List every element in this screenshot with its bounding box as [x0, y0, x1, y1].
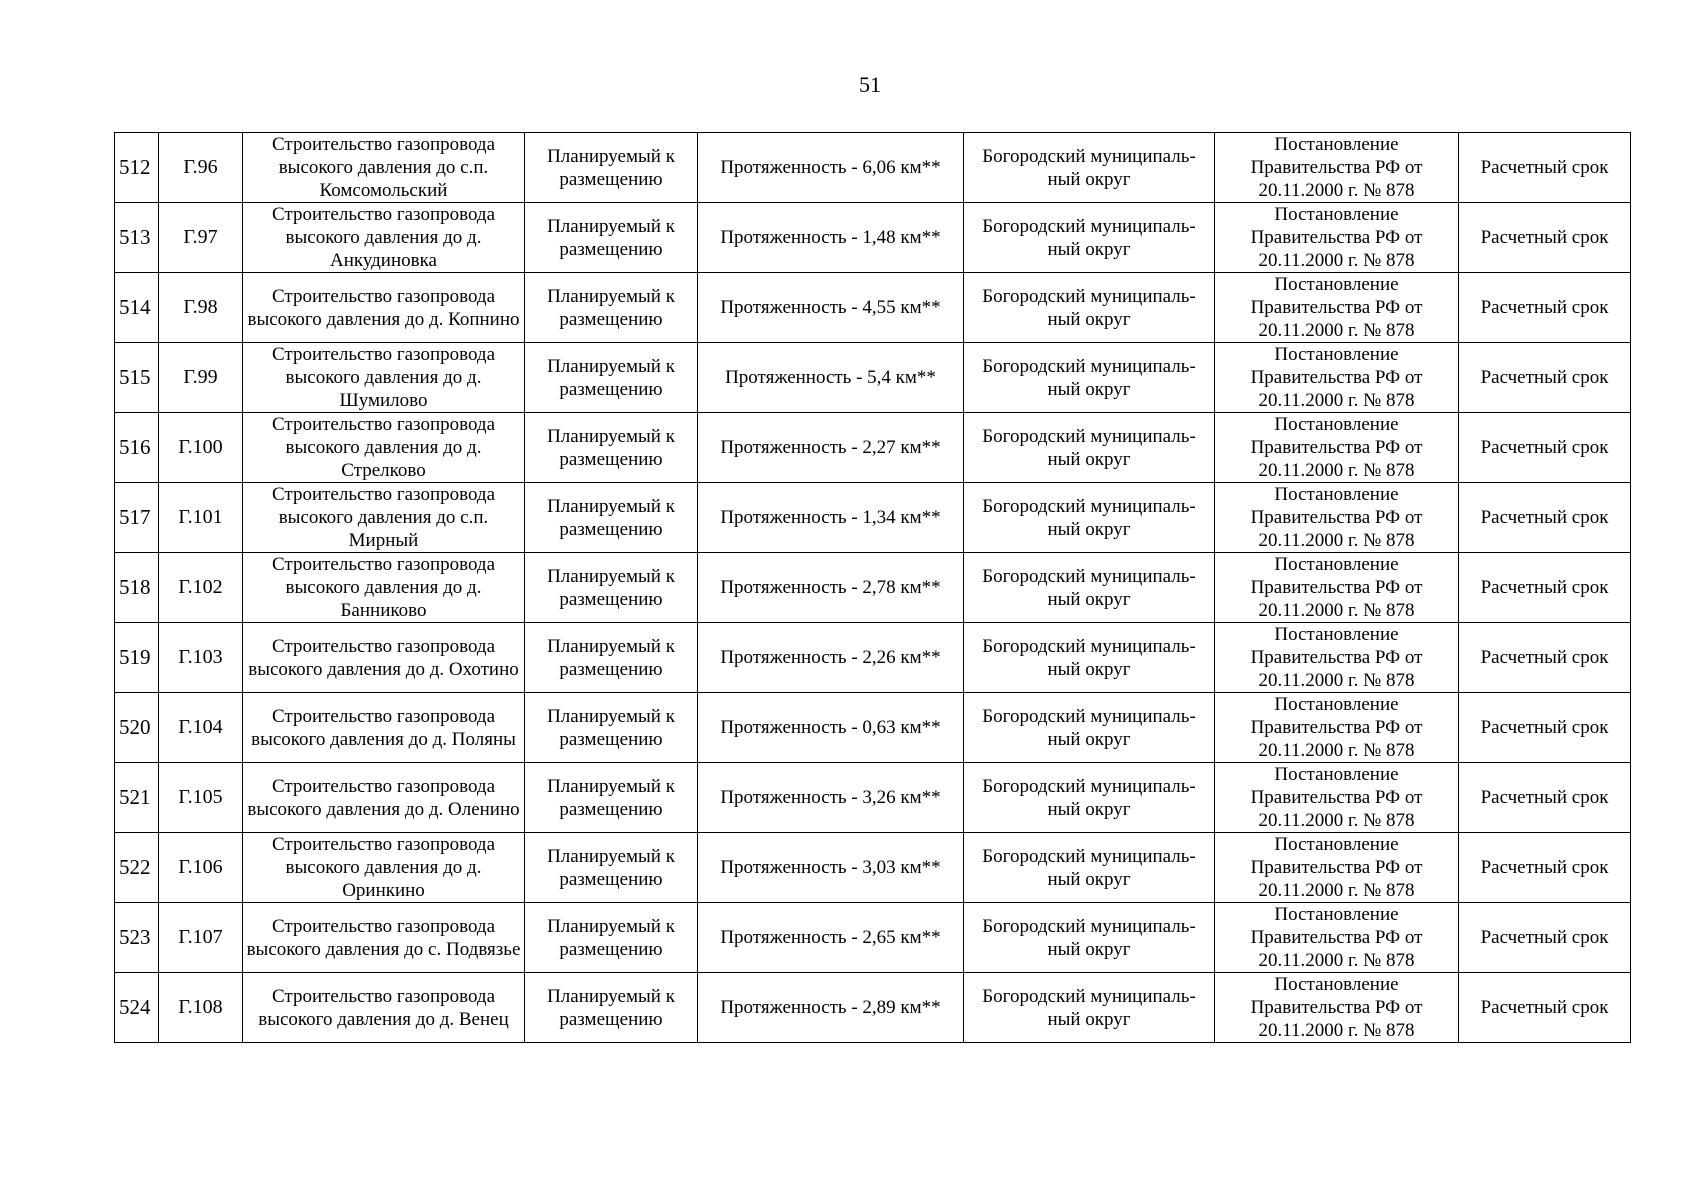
- object-code-cell: Г.107: [159, 903, 243, 973]
- object-code-cell: Г.105: [159, 763, 243, 833]
- characteristic-cell: Протяженность - 5,4 км**: [698, 343, 964, 413]
- location-cell: Богородский муниципаль-ный округ: [964, 413, 1215, 483]
- row-number-cell: 521: [115, 763, 159, 833]
- object-code-cell: Г.108: [159, 973, 243, 1043]
- object-code-cell: Г.96: [159, 133, 243, 203]
- basis-cell: Постановление Правительства РФ от 20.11.2000 г. № 878: [1215, 553, 1459, 623]
- location-cell: Богородский муниципаль-ный округ: [964, 973, 1215, 1043]
- term-cell: Расчетный срок: [1459, 343, 1631, 413]
- basis-cell: Постановление Правительства РФ от 20.11.2000 г. № 878: [1215, 343, 1459, 413]
- object-code-cell: Г.102: [159, 553, 243, 623]
- location-cell: Богородский муниципаль-ный округ: [964, 903, 1215, 973]
- row-number-cell: 523: [115, 903, 159, 973]
- status-cell: Планируемый к размещению: [525, 973, 698, 1043]
- status-cell: Планируемый к размещению: [525, 623, 698, 693]
- term-cell: Расчетный срок: [1459, 553, 1631, 623]
- object-name-cell: Строительство газопровода высокого давления до д. Банниково: [243, 553, 525, 623]
- characteristic-cell: Протяженность - 2,65 км**: [698, 903, 964, 973]
- basis-cell: Постановление Правительства РФ от 20.11.2000 г. № 878: [1215, 623, 1459, 693]
- location-cell: Богородский муниципаль-ный округ: [964, 483, 1215, 553]
- basis-cell: Постановление Правительства РФ от 20.11.2000 г. № 878: [1215, 413, 1459, 483]
- object-code-cell: Г.99: [159, 343, 243, 413]
- term-cell: Расчетный срок: [1459, 413, 1631, 483]
- term-cell: Расчетный срок: [1459, 133, 1631, 203]
- status-cell: Планируемый к размещению: [525, 763, 698, 833]
- term-cell: Расчетный срок: [1459, 203, 1631, 273]
- location-cell: Богородский муниципаль-ный округ: [964, 763, 1215, 833]
- row-number-cell: 524: [115, 973, 159, 1043]
- term-cell: Расчетный срок: [1459, 973, 1631, 1043]
- characteristic-cell: Протяженность - 2,78 км**: [698, 553, 964, 623]
- table-row: [115, 833, 1631, 903]
- basis-cell: Постановление Правительства РФ от 20.11.2000 г. № 878: [1215, 133, 1459, 203]
- row-number-cell: 520: [115, 693, 159, 763]
- row-number-cell: 519: [115, 623, 159, 693]
- characteristic-cell: Протяженность - 2,27 км**: [698, 413, 964, 483]
- location-cell: Богородский муниципаль-ный округ: [964, 623, 1215, 693]
- table-row: [115, 973, 1631, 1043]
- objects-table: [114, 132, 1631, 1043]
- table-row: [115, 483, 1631, 553]
- characteristic-cell: Протяженность - 2,89 км**: [698, 973, 964, 1043]
- table-row: [115, 133, 1631, 203]
- row-number-cell: 513: [115, 203, 159, 273]
- status-cell: Планируемый к размещению: [525, 903, 698, 973]
- status-cell: Планируемый к размещению: [525, 553, 698, 623]
- table-row: [115, 693, 1631, 763]
- object-name-cell: Строительство газопровода высокого давления до д. Оринкино: [243, 833, 525, 903]
- status-cell: Планируемый к размещению: [525, 693, 698, 763]
- object-code-cell: Г.98: [159, 273, 243, 343]
- basis-cell: Постановление Правительства РФ от 20.11.2000 г. № 878: [1215, 693, 1459, 763]
- row-number-cell: 522: [115, 833, 159, 903]
- row-number-cell: 512: [115, 133, 159, 203]
- characteristic-cell: Протяженность - 4,55 км**: [698, 273, 964, 343]
- table-row: [115, 553, 1631, 623]
- table-row: [115, 343, 1631, 413]
- basis-cell: Постановление Правительства РФ от 20.11.2000 г. № 878: [1215, 483, 1459, 553]
- object-name-cell: Строительство газопровода высокого давления до д. Оленино: [243, 763, 525, 833]
- basis-cell: Постановление Правительства РФ от 20.11.2000 г. № 878: [1215, 763, 1459, 833]
- table-row: [115, 903, 1631, 973]
- location-cell: Богородский муниципаль-ный округ: [964, 273, 1215, 343]
- status-cell: Планируемый к размещению: [525, 203, 698, 273]
- row-number-cell: 517: [115, 483, 159, 553]
- table-row: [115, 763, 1631, 833]
- page-number: 51: [859, 72, 881, 97]
- object-name-cell: Строительство газопровода высокого давления до д. Охотино: [243, 623, 525, 693]
- term-cell: Расчетный срок: [1459, 833, 1631, 903]
- object-name-cell: Строительство газопровода высокого давления до д. Венец: [243, 973, 525, 1043]
- table-row: [115, 203, 1631, 273]
- basis-cell: Постановление Правительства РФ от 20.11.2000 г. № 878: [1215, 273, 1459, 343]
- basis-cell: Постановление Правительства РФ от 20.11.2000 г. № 878: [1215, 973, 1459, 1043]
- characteristic-cell: Протяженность - 1,48 км**: [698, 203, 964, 273]
- status-cell: Планируемый к размещению: [525, 133, 698, 203]
- characteristic-cell: Протяженность - 1,34 км**: [698, 483, 964, 553]
- object-name-cell: Строительство газопровода высокого давления до с.п. Мирный: [243, 483, 525, 553]
- object-name-cell: Строительство газопровода высокого давления до с. Подвязье: [243, 903, 525, 973]
- characteristic-cell: Протяженность - 3,03 км**: [698, 833, 964, 903]
- object-name-cell: Строительство газопровода высокого давления до с.п. Комсомольский: [243, 133, 525, 203]
- row-number-cell: 516: [115, 413, 159, 483]
- characteristic-cell: Протяженность - 2,26 км**: [698, 623, 964, 693]
- characteristic-cell: Протяженность - 3,26 км**: [698, 763, 964, 833]
- object-code-cell: Г.106: [159, 833, 243, 903]
- location-cell: Богородский муниципаль-ный округ: [964, 203, 1215, 273]
- row-number-cell: 515: [115, 343, 159, 413]
- status-cell: Планируемый к размещению: [525, 273, 698, 343]
- term-cell: Расчетный срок: [1459, 903, 1631, 973]
- location-cell: Богородский муниципаль-ный округ: [964, 693, 1215, 763]
- term-cell: Расчетный срок: [1459, 693, 1631, 763]
- object-name-cell: Строительство газопровода высокого давления до д. Шумилово: [243, 343, 525, 413]
- basis-cell: Постановление Правительства РФ от 20.11.2000 г. № 878: [1215, 203, 1459, 273]
- term-cell: Расчетный срок: [1459, 623, 1631, 693]
- location-cell: Богородский муниципаль-ный округ: [964, 553, 1215, 623]
- row-number-cell: 518: [115, 553, 159, 623]
- characteristic-cell: Протяженность - 6,06 км**: [698, 133, 964, 203]
- location-cell: Богородский муниципаль-ный округ: [964, 343, 1215, 413]
- object-code-cell: Г.104: [159, 693, 243, 763]
- status-cell: Планируемый к размещению: [525, 833, 698, 903]
- row-number-cell: 514: [115, 273, 159, 343]
- basis-cell: Постановление Правительства РФ от 20.11.2000 г. № 878: [1215, 903, 1459, 973]
- characteristic-cell: Протяженность - 0,63 км**: [698, 693, 964, 763]
- object-name-cell: Строительство газопровода высокого давления до д. Копнино: [243, 273, 525, 343]
- table-body: [115, 133, 1631, 1043]
- status-cell: Планируемый к размещению: [525, 413, 698, 483]
- object-name-cell: Строительство газопровода высокого давления до д. Стрелково: [243, 413, 525, 483]
- object-code-cell: Г.103: [159, 623, 243, 693]
- basis-cell: Постановление Правительства РФ от 20.11.2000 г. № 878: [1215, 833, 1459, 903]
- term-cell: Расчетный срок: [1459, 483, 1631, 553]
- location-cell: Богородский муниципаль-ный округ: [964, 133, 1215, 203]
- location-cell: Богородский муниципаль-ный округ: [964, 833, 1215, 903]
- object-code-cell: Г.101: [159, 483, 243, 553]
- object-code-cell: Г.100: [159, 413, 243, 483]
- object-name-cell: Строительство газопровода высокого давления до д. Анкудиновка: [243, 203, 525, 273]
- object-code-cell: Г.97: [159, 203, 243, 273]
- table-row: [115, 273, 1631, 343]
- term-cell: Расчетный срок: [1459, 763, 1631, 833]
- term-cell: Расчетный срок: [1459, 273, 1631, 343]
- object-name-cell: Строительство газопровода высокого давления до д. Поляны: [243, 693, 525, 763]
- status-cell: Планируемый к размещению: [525, 483, 698, 553]
- status-cell: Планируемый к размещению: [525, 343, 698, 413]
- table-row: [115, 413, 1631, 483]
- table-row: [115, 623, 1631, 693]
